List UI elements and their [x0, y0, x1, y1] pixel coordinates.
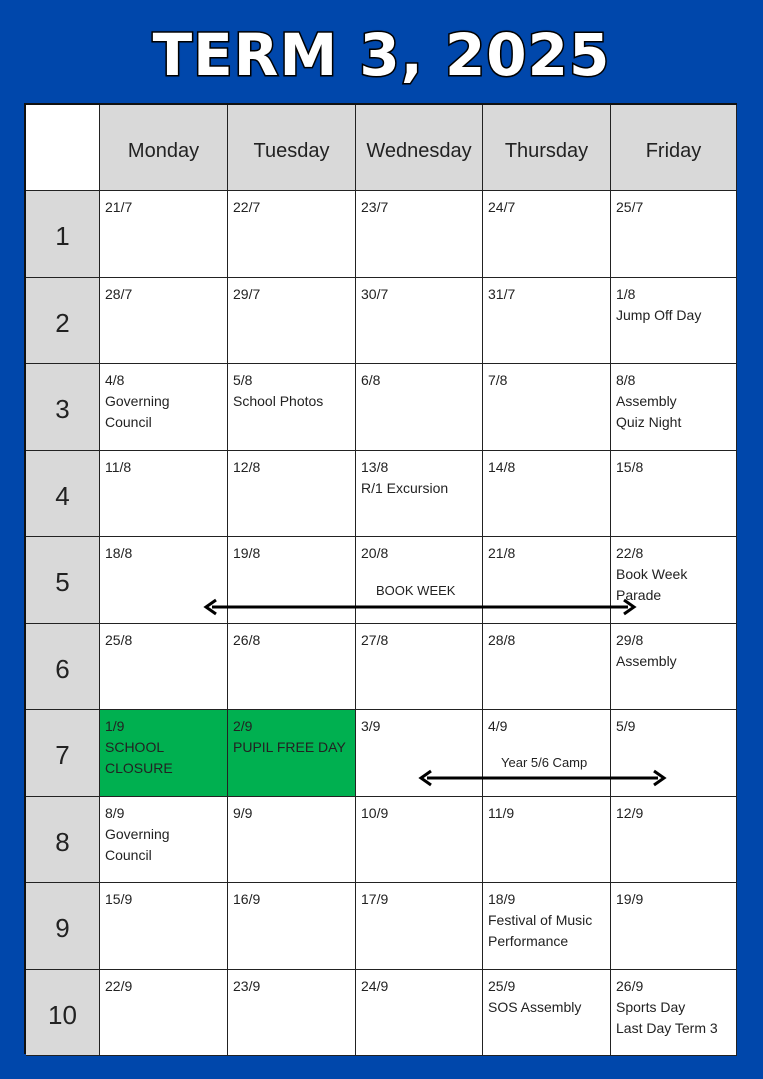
event-text: Quiz Night	[616, 414, 682, 430]
date-label: 25/8	[105, 631, 133, 648]
date-label: 12/8	[233, 458, 261, 475]
week-number: 7	[26, 710, 100, 797]
event-text: R/1 Excursion	[361, 479, 449, 496]
date-label: 8/9	[105, 804, 125, 821]
date-label: 24/9	[361, 977, 389, 994]
event-text: Last Day Term 3	[616, 1019, 718, 1036]
date-label: 19/8	[233, 545, 261, 561]
date-label: 26/8	[233, 631, 261, 648]
date-label: 25/7	[616, 199, 644, 215]
week-number: 2	[26, 278, 100, 365]
event-text: Assembly	[616, 393, 677, 409]
day-header: Friday	[611, 105, 737, 191]
date-label: 11/8	[105, 458, 132, 475]
day-header: Monday	[100, 105, 228, 191]
date-label: 17/9	[361, 891, 389, 907]
date-label: 13/8	[361, 458, 389, 475]
week-number: 8	[26, 797, 100, 884]
date-label: 29/8	[616, 631, 644, 648]
event-text: Jump Off Day	[616, 306, 702, 323]
date-label: 29/7	[233, 285, 261, 302]
date-label: 21/8	[488, 545, 516, 561]
date-label: 14/8	[488, 458, 516, 475]
date-label: 18/9	[488, 891, 516, 907]
event-text: Parade	[616, 587, 662, 603]
week-number: 6	[26, 624, 100, 711]
date-label: 15/9	[105, 891, 133, 907]
date-label: 5/9	[616, 718, 636, 734]
date-label: 7/8	[488, 372, 508, 388]
day-header: Tuesday	[228, 105, 356, 191]
event-text: Governing	[105, 393, 170, 409]
date-label: 3/9	[361, 718, 381, 734]
date-label: 21/7	[105, 199, 133, 215]
date-label: 24/7	[488, 199, 516, 215]
date-label: 26/9	[616, 977, 644, 994]
date-label: 12/9	[616, 804, 644, 821]
term-calendar	[24, 103, 737, 1054]
event-text: SCHOOL	[105, 739, 165, 755]
event-text: Council	[105, 414, 152, 430]
event-text: Book Week	[616, 566, 688, 582]
event-text: Council	[105, 846, 152, 863]
date-label: 22/8	[616, 545, 644, 561]
date-label: 28/7	[105, 285, 133, 302]
day-header: Wednesday	[356, 105, 483, 191]
week-number: 1	[26, 191, 100, 278]
week-number: 4	[26, 451, 100, 538]
date-label: 23/9	[233, 977, 261, 994]
span-arrows	[26, 105, 737, 1054]
date-label: 31/7	[488, 285, 516, 302]
event-text: Performance	[488, 933, 569, 949]
date-label: 8/8	[616, 372, 636, 388]
date-label: 9/9	[233, 804, 253, 821]
event-text: CLOSURE	[105, 760, 173, 776]
date-label: 30/7	[361, 285, 389, 302]
date-label: 22/9	[105, 977, 133, 994]
date-label: 10/9	[361, 804, 389, 821]
date-label: 19/9	[616, 891, 644, 907]
date-label: 16/9	[233, 891, 261, 907]
week-number: 3	[26, 364, 100, 451]
date-label: 11/9	[488, 804, 515, 821]
date-label: 22/7	[233, 199, 261, 215]
date-label: 20/8	[361, 545, 389, 561]
span-label: Year 5/6 Camp	[501, 755, 588, 770]
date-label: 1/8	[616, 285, 636, 302]
page-title: TERM 3, 2025	[152, 21, 611, 89]
event-text: SOS Assembly	[488, 998, 582, 1015]
event-text: PUPIL FREE DAY	[233, 739, 346, 755]
span-label: BOOK WEEK	[376, 583, 456, 598]
date-label: 1/9	[105, 718, 125, 734]
date-label: 28/8	[488, 631, 516, 648]
date-label: 27/8	[361, 631, 389, 648]
event-text: Festival of Music	[488, 912, 593, 928]
date-label: 15/8	[616, 458, 644, 475]
date-label: 4/9	[488, 718, 508, 734]
event-text: Governing	[105, 825, 170, 842]
date-label: 18/8	[105, 545, 133, 561]
event-text: Assembly	[616, 652, 677, 669]
week-number: 5	[26, 537, 100, 624]
date-label: 23/7	[361, 199, 389, 215]
week-number: 9	[26, 883, 100, 970]
date-label: 6/8	[361, 372, 381, 388]
day-header: Thursday	[483, 105, 611, 191]
event-text: Sports Day	[616, 998, 686, 1015]
date-label: 2/9	[233, 718, 253, 734]
date-label: 25/9	[488, 977, 516, 994]
date-label: 4/8	[105, 372, 125, 388]
week-number: 10	[26, 970, 100, 1057]
event-text: School Photos	[233, 393, 324, 409]
date-label: 5/8	[233, 372, 253, 388]
